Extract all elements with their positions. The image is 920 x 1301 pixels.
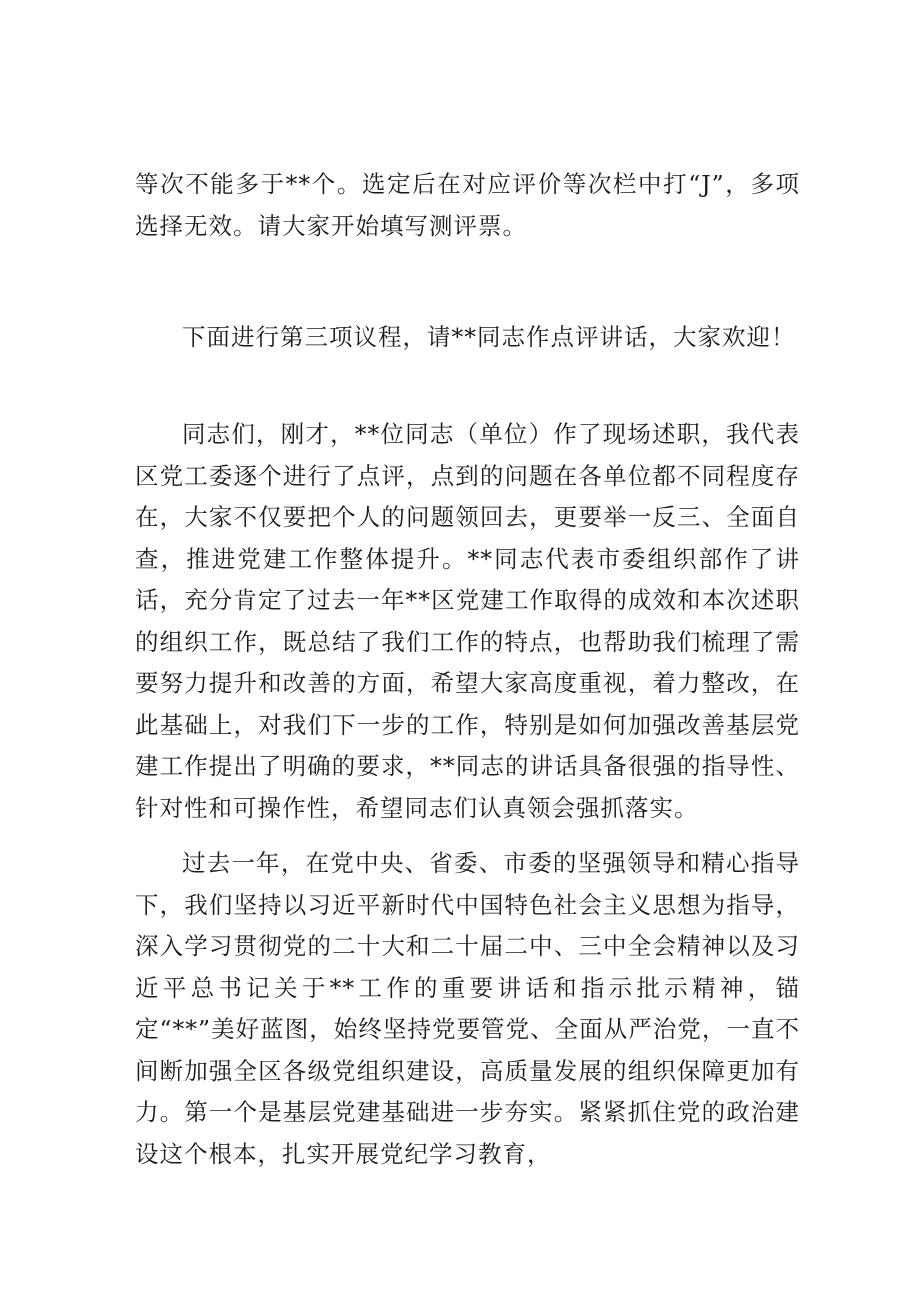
paragraph-agenda-item: 下面进行第三项议程，请**同志作点评讲话，大家欢迎！	[182, 323, 796, 351]
paragraph-review: 过去一年，在党中央、省委、市委的坚强领导和精心指导下，我们坚持以习近平新时代中国特色社会主义思想为指导，深入学习贯彻党的二十大和二十届二中、三中全会精神以及习近平总书记关于**工作的重要讲话和指示批示精神，锚定“**”美好蓝图，始终坚持党要管党、全面从严治党，一直不间断加强全区各级党组织建设，高质量发展的组织保障更加有力。第一个是基层党建基础进一步夯实。紧紧抓住党的政治建设这个根本，扎实开展党纪学习教育，	[135, 849, 800, 1168]
paragraph-continuation: 等次不能多于**个。选定后在对应评价等次栏中打“J”，多项选择无效。请大家开始填写测评票。	[135, 170, 800, 240]
paragraph-remarks: 同志们，刚才，**位同志（单位）作了现场述职，我代表区党工委逐个进行了点评，点到的问题在各单位都不同程度存在，大家不仅要把个人的问题领回去，更要举一反三、全面自查，推进党建工作整体提升。**同志代表市委组织部作了讲话，充分肯定了过去一年**区党建工作取得的成效和本次述职的组织工作，既总结了我们工作的特点，也帮助我们梳理了需要努力提升和改善的方面，希望大家高度重视，着力整改，在此基础上，对我们下一步的工作，特别是如何加强改善基层党建工作提出了明确的要求，**同志的讲话具备很强的指导性、针对性和可操作性，希望同志们认真领会强抓落实。	[135, 420, 800, 822]
